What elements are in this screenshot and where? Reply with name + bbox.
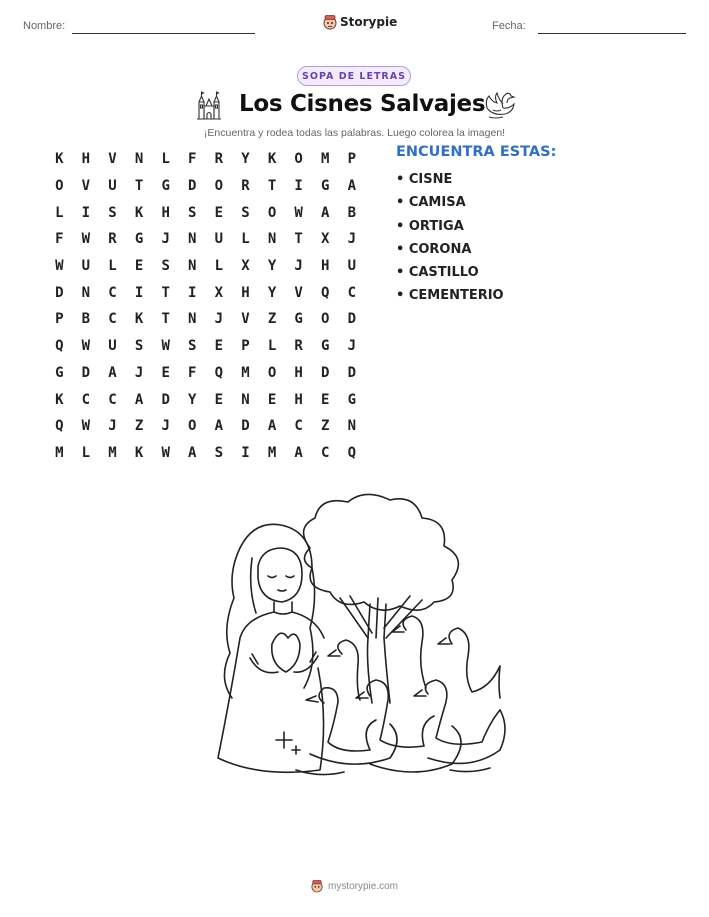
grid-cell[interactable]: Q (321, 284, 330, 301)
grid-cell[interactable]: O (321, 311, 330, 328)
grid-cell[interactable]: S (188, 204, 197, 221)
grid-cell[interactable]: H (161, 204, 170, 221)
grid-cell[interactable]: J (108, 418, 117, 435)
grid-cell[interactable]: W (55, 258, 64, 275)
girl-praying-with-swans-illustration[interactable] (200, 488, 510, 788)
grid-cell[interactable]: L (267, 338, 277, 355)
grid-cell[interactable]: U (108, 338, 117, 355)
grid-cell[interactable]: H (81, 151, 91, 168)
grid-cell[interactable]: P (347, 151, 357, 168)
word-item: • CAMISA (396, 195, 466, 211)
grid-cell[interactable]: A (294, 444, 303, 461)
grid-cell[interactable]: T (294, 231, 303, 248)
grid-cell[interactable]: G (321, 178, 330, 195)
grid-cell[interactable]: G (55, 364, 64, 381)
grid-cell[interactable]: X (321, 231, 330, 248)
grid-cell[interactable]: V (81, 178, 91, 195)
grid-cell[interactable]: A (267, 418, 277, 435)
grid-cell[interactable]: H (321, 258, 330, 275)
grid-cell[interactable]: J (347, 338, 357, 355)
word-list (396, 170, 504, 310)
grid-cell[interactable]: P (55, 311, 64, 328)
grid-cell[interactable]: J (134, 364, 144, 381)
grid-cell[interactable]: U (81, 258, 91, 275)
grid-cell[interactable]: A (321, 204, 330, 221)
grid-cell[interactable]: V (294, 284, 303, 301)
grid-cell[interactable]: J (161, 418, 170, 435)
grid-cell[interactable]: E (161, 364, 170, 381)
grid-cell[interactable]: L (214, 258, 224, 275)
instructions: ¡Encuentra y rodea todas las palabras. Luego colorea la imagen! (203, 127, 506, 139)
grid-cell[interactable]: O (267, 364, 277, 381)
grid-cell[interactable]: I (134, 284, 144, 301)
grid-cell[interactable]: A (347, 178, 357, 195)
grid-cell[interactable]: G (161, 178, 170, 195)
grid-cell[interactable]: L (108, 258, 117, 275)
name-label: Nombre: (23, 20, 66, 32)
grid-cell[interactable]: E (267, 391, 277, 408)
word-item: • ORTIGA (396, 218, 464, 234)
grid-cell[interactable]: I (81, 204, 91, 221)
grid-cell[interactable]: F (188, 364, 197, 381)
grid-cell[interactable]: C (108, 284, 117, 301)
brand-name: Storypie (340, 15, 398, 29)
grid-cell[interactable]: K (134, 204, 144, 221)
grid-cell[interactable]: J (161, 231, 170, 248)
grid-cell[interactable]: A (108, 364, 117, 381)
grid-cell[interactable]: N (347, 418, 357, 435)
grid-cell[interactable]: Y (241, 151, 250, 168)
grid-cell[interactable]: Q (55, 418, 64, 435)
grid-cell[interactable]: M (108, 444, 117, 461)
activity-badge: SOPA DE LETRAS (297, 66, 411, 86)
grid-cell[interactable]: R (108, 231, 117, 248)
grid-cell[interactable]: I (188, 284, 197, 301)
grid-cell[interactable]: P (241, 338, 250, 355)
title-row (0, 88, 709, 128)
grid-cell[interactable]: V (241, 311, 250, 328)
grid-cell[interactable]: E (321, 391, 330, 408)
grid-cell[interactable]: Y (188, 391, 197, 408)
grid-cell[interactable]: D (161, 391, 170, 408)
grid-cell[interactable]: L (55, 204, 64, 221)
grid-cell[interactable]: C (321, 444, 330, 461)
footer-url[interactable]: mystorypie.com (327, 880, 398, 892)
grid-cell[interactable]: L (81, 444, 91, 461)
grid-cell[interactable]: Q (347, 444, 357, 461)
grid-cell[interactable]: D (188, 178, 197, 195)
grid-cell[interactable]: O (214, 178, 224, 195)
grid-cell[interactable]: D (347, 364, 357, 381)
grid-cell[interactable]: K (267, 151, 277, 168)
grid-cell[interactable]: E (214, 338, 224, 355)
grid-cell[interactable]: G (134, 231, 144, 248)
grid-cell[interactable]: T (134, 178, 144, 195)
grid-cell[interactable]: Z (267, 311, 277, 328)
grid-cell[interactable]: S (214, 444, 224, 461)
grid-cell[interactable]: S (241, 204, 250, 221)
grid-cell[interactable]: J (347, 231, 357, 248)
grid-cell[interactable]: R (214, 151, 224, 168)
grid-cell[interactable]: L (241, 231, 250, 248)
grid-cell[interactable]: N (188, 311, 197, 328)
grid-cell[interactable]: U (347, 258, 357, 275)
grid-cell[interactable]: Y (267, 284, 277, 301)
grid-cell[interactable]: B (81, 311, 91, 328)
grid-cell[interactable]: V (108, 151, 117, 168)
grid-cell[interactable]: R (241, 178, 250, 195)
grid-cell[interactable]: N (188, 231, 197, 248)
grid-cell[interactable]: Z (321, 418, 330, 435)
grid-cell[interactable]: C (108, 391, 117, 408)
grid-cell[interactable]: Q (214, 364, 224, 381)
grid-cell[interactable]: S (108, 204, 117, 221)
grid-cell[interactable]: U (108, 178, 117, 195)
grid-cell[interactable]: K (134, 311, 144, 328)
grid-cell[interactable]: M (267, 444, 277, 461)
grid-cell[interactable]: J (294, 258, 303, 275)
grid-cell[interactable]: H (294, 364, 303, 381)
grid-cell[interactable]: D (321, 364, 330, 381)
grid-cell[interactable]: W (81, 338, 91, 355)
grid-cell[interactable]: G (347, 391, 357, 408)
date-field[interactable] (538, 33, 686, 34)
grid-cell[interactable]: N (241, 391, 250, 408)
name-field[interactable] (72, 33, 255, 34)
grid-cell[interactable]: O (294, 151, 303, 168)
grid-cell[interactable]: L (161, 151, 170, 168)
grid-cell[interactable]: D (55, 284, 64, 301)
grid-cell[interactable]: S (161, 258, 170, 275)
date-label: Fecha: (492, 20, 526, 32)
grid-cell[interactable]: G (294, 311, 303, 328)
word-item: • CEMENTERIO (396, 288, 504, 304)
grid-cell[interactable]: M (55, 444, 64, 461)
grid-cell[interactable]: J (214, 311, 224, 328)
grid-cell[interactable]: O (55, 178, 64, 195)
grid-cell[interactable]: X (214, 284, 224, 301)
grid-cell[interactable]: E (214, 204, 224, 221)
grid-cell[interactable]: R (294, 338, 303, 355)
grid-cell[interactable]: D (241, 418, 250, 435)
grid-cell[interactable]: N (267, 231, 277, 248)
grid-cell[interactable]: O (188, 418, 197, 435)
grid-cell[interactable]: C (81, 391, 91, 408)
grid-cell[interactable]: F (55, 231, 64, 248)
grid-cell[interactable]: C (347, 284, 357, 301)
grid-cell[interactable]: K (134, 444, 144, 461)
grid-cell[interactable]: Q (55, 338, 64, 355)
grid-cell[interactable]: K (55, 391, 64, 408)
grid-cell[interactable]: B (347, 204, 357, 221)
grid-cell[interactable]: D (81, 364, 91, 381)
storypie-mascot-icon (323, 14, 337, 30)
grid-cell[interactable]: N (81, 284, 91, 301)
word-list-title: ENCUENTRA ESTAS: (396, 144, 557, 160)
grid-cell[interactable]: C (294, 418, 303, 435)
grid-cell[interactable]: E (134, 258, 144, 275)
grid-cell[interactable]: M (321, 151, 330, 168)
brand-logo (323, 14, 397, 30)
castle-icon (196, 90, 222, 120)
grid-cell[interactable]: T (161, 311, 170, 328)
grid-cell[interactable]: Z (134, 418, 144, 435)
grid-cell[interactable]: A (214, 418, 224, 435)
grid-cell[interactable]: N (188, 258, 197, 275)
grid-cell[interactable]: E (214, 391, 224, 408)
grid-cell[interactable]: G (321, 338, 330, 355)
grid-cell[interactable]: S (134, 338, 144, 355)
swan-icon (483, 90, 517, 120)
grid-cell[interactable]: W (294, 204, 303, 221)
grid-cell[interactable]: A (188, 444, 197, 461)
grid-cell[interactable]: H (241, 284, 250, 301)
grid-cell[interactable]: W (81, 231, 91, 248)
word-item: • CORONA (396, 241, 472, 257)
grid-cell[interactable]: X (241, 258, 250, 275)
page-title: Los Cisnes Salvajes (239, 91, 486, 117)
grid-cell[interactable]: W (81, 418, 91, 435)
grid-cell[interactable]: M (241, 364, 250, 381)
grid-cell[interactable]: T (267, 178, 277, 195)
grid-cell[interactable]: H (294, 391, 303, 408)
grid-cell[interactable]: O (267, 204, 277, 221)
grid-cell[interactable]: K (55, 151, 64, 168)
grid-cell[interactable]: F (188, 151, 197, 168)
grid-cell[interactable]: I (241, 444, 250, 461)
grid-cell[interactable]: D (347, 311, 357, 328)
word-item: • CISNE (396, 172, 453, 187)
word-search-grid[interactable] (46, 146, 365, 466)
footer (0, 879, 709, 893)
grid-cell[interactable]: U (214, 231, 224, 248)
word-item: • CASTILLO (396, 265, 479, 281)
grid-cell[interactable]: N (134, 151, 144, 168)
grid-cell[interactable]: I (294, 178, 303, 195)
grid-cell[interactable]: T (161, 284, 170, 301)
grid-cell[interactable]: A (134, 391, 144, 408)
grid-cell[interactable]: S (188, 338, 197, 355)
grid-cell[interactable]: Y (267, 258, 277, 275)
storypie-mascot-icon (311, 879, 323, 893)
grid-cell[interactable]: W (161, 338, 170, 355)
grid-cell[interactable]: W (161, 444, 170, 461)
grid-cell[interactable]: C (108, 311, 117, 328)
